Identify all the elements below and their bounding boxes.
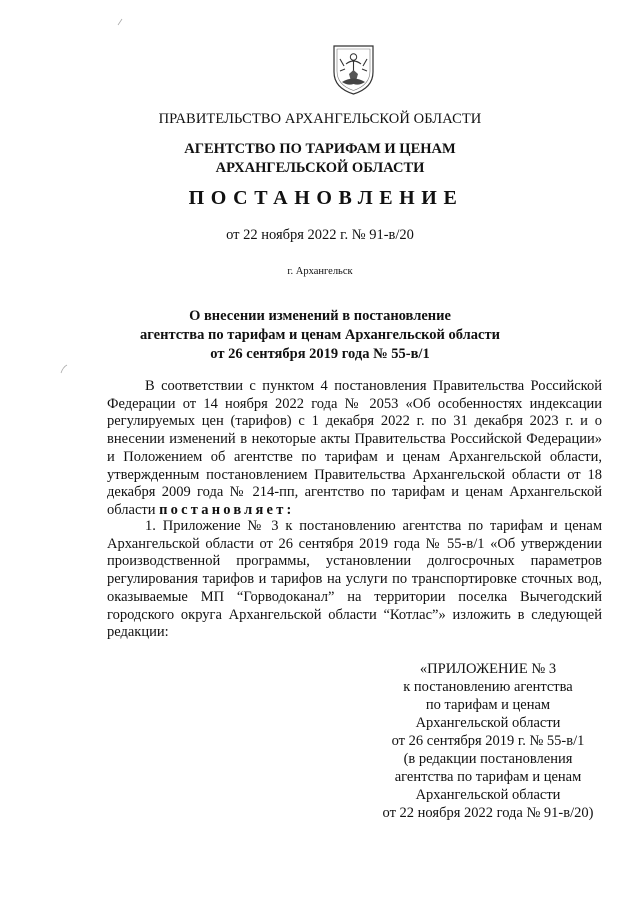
preamble-text: В соответствии с пунктом 4 постановления Правительства Российской Федерации от 14 ноября 2022 года № 2053 «Об особенностях индексации регулируемых цен (тарифов) с 1 декабря 2022 г. по 31 декабря 2023 г. и о внесении изменений в некоторые акты Правительства Российской Федерации» и Положением об агентстве по тарифам и ценам Архангельской области, утвержденным постановлением Правительства Архангельской области от 18 декабря 2009 года № 214-пп, агентство по тарифам и ценам Архангельской области [107, 378, 602, 518]
clause-1-paragraph: 1. Приложение № 3 к постановлению агентства по тарифам и ценам Архангельской области от 26 сентября 2019 года № 55-в/1 «Об утверждении производственной программы, установлении долгосрочных параметров регулирования тарифов и тарифов на услуги по транспортировке сточных вод, оказываемые МП “Горводоканал” на территории поселка Вычегодский городского округа Архангельской области “Котлас”» изложить в следующей редакции: [107, 518, 602, 641]
resolves-phrase: постановляет: [159, 501, 295, 518]
document-type-title: ПОСТАНОВЛЕНИЕ [188, 187, 464, 209]
appendix-line: «ПРИЛОЖЕНИЕ № 3 [419, 661, 557, 677]
appendix-line: (в редакции постановления [403, 751, 573, 767]
scan-speck-icon [117, 18, 123, 26]
appendix-line: Архангельской области [415, 787, 561, 803]
appendix-line: агентства по тарифам и ценам [394, 769, 582, 785]
document-date-number: от 22 ноября 2022 г. № 91-в/20 [226, 227, 414, 243]
subject-line2: агентства по тарифам и ценам Архангельской области [140, 327, 500, 343]
government-name: ПРАВИТЕЛЬСТВО АРХАНГЕЛЬСКОЙ ОБЛАСТИ [158, 111, 482, 127]
appendix-heading [368, 660, 608, 822]
agency-name-line2: АРХАНГЕЛЬСКОЙ ОБЛАСТИ [215, 160, 425, 176]
agency-name [0, 140, 640, 178]
subject-line3: от 26 сентября 2019 года № 55-в/1 [210, 346, 430, 362]
appendix-line: от 22 ноября 2022 года № 91-в/20) [382, 805, 594, 821]
scan-speck-icon [60, 364, 68, 374]
appendix-line: по тарифам и ценам [425, 697, 551, 713]
document-city: г. Архангельск [287, 266, 353, 277]
coat-of-arms-icon [332, 44, 375, 96]
agency-name-line1: АГЕНТСТВО ПО ТАРИФАМ И ЦЕНАМ [184, 141, 456, 157]
appendix-line: от 26 сентября 2019 г. № 55-в/1 [391, 733, 585, 749]
preamble-paragraph [107, 378, 602, 520]
appendix-line: Архангельской области [415, 715, 561, 731]
appendix-line: к постановлению агентства [403, 679, 573, 695]
subject-line1: О внесении изменений в постановление [189, 308, 451, 324]
document-subject [0, 307, 640, 364]
